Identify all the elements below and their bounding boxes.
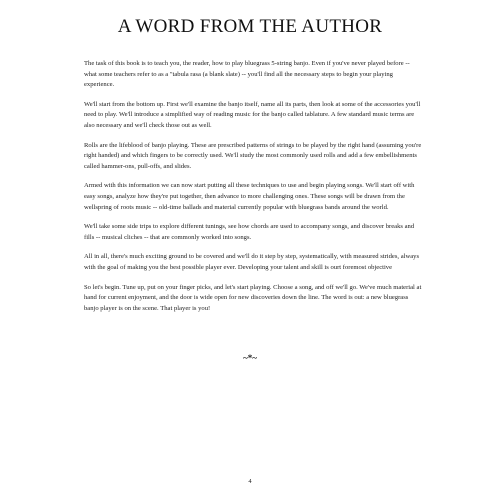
body-text [84, 59, 424, 323]
section-separator: ~*~ [243, 353, 257, 363]
page-title: A WORD FROM THE AUTHOR [117, 16, 383, 37]
paragraph-4: Armed with this information we can now start putting all these techniques to use and begin playing songs. We'll start off with easy songs, analyze how they're put together, then advance to more challenging ones. These songs will be drawn from the wellspring of roots music -- old-time ballads and material currently popular with bluegrass bands around the world. [84, 182, 415, 211]
paragraph-2: We'll start from the bottom up. First we'll examine the banjo itself, name all its parts, then look at some of the accessories you'll need to play. We'll introduce a simplified way of reading music for the banjo called tablature. A few standard music terms are also necessary and we'll check those out as well. [84, 100, 421, 129]
paragraph-7: So let's begin. Tune up, put on your finger picks, and let's start playing. Choose a song, and off we'll go. We've much material at hand for current enjoyment, and the door is wide open for new discoveries down the line. The word is out: a new bluegrass banjo player is on the scene. That player is you! [84, 283, 422, 312]
page-number: 4 [248, 478, 252, 485]
paragraph-1: The task of this book is to teach you, the reader, how to play bluegrass 5-string banjo. Even if you've never played before -- what some teachers refer to as a "tabula rasa (a blank slate) -- you'll find all the necessary steps to begin your playing experience. [84, 60, 410, 89]
paragraph-3: Rolls are the lifeblood of banjo playing. These are prescribed patterns of strings to be played by the right hand (assuming you're right handed) and which fingers to be correctly used. We'll study the most commonly used rolls and add a few embellishments called hammer-ons, pull-offs, and slides. [84, 141, 422, 170]
paragraph-6: All in all, there's much exciting ground to be covered and we'll do it step by step, systematically, with measured strides, always with the goal of making you the best possible player ever. Developing your talent and skill is ourt foremost objective [84, 253, 420, 271]
paragraph-5: We'll take some side trips to explore different tunings, see how chords are used to accompany songs, and discover breaks and fills -- musical cliches -- that are commonly worked into songs. [84, 223, 415, 241]
